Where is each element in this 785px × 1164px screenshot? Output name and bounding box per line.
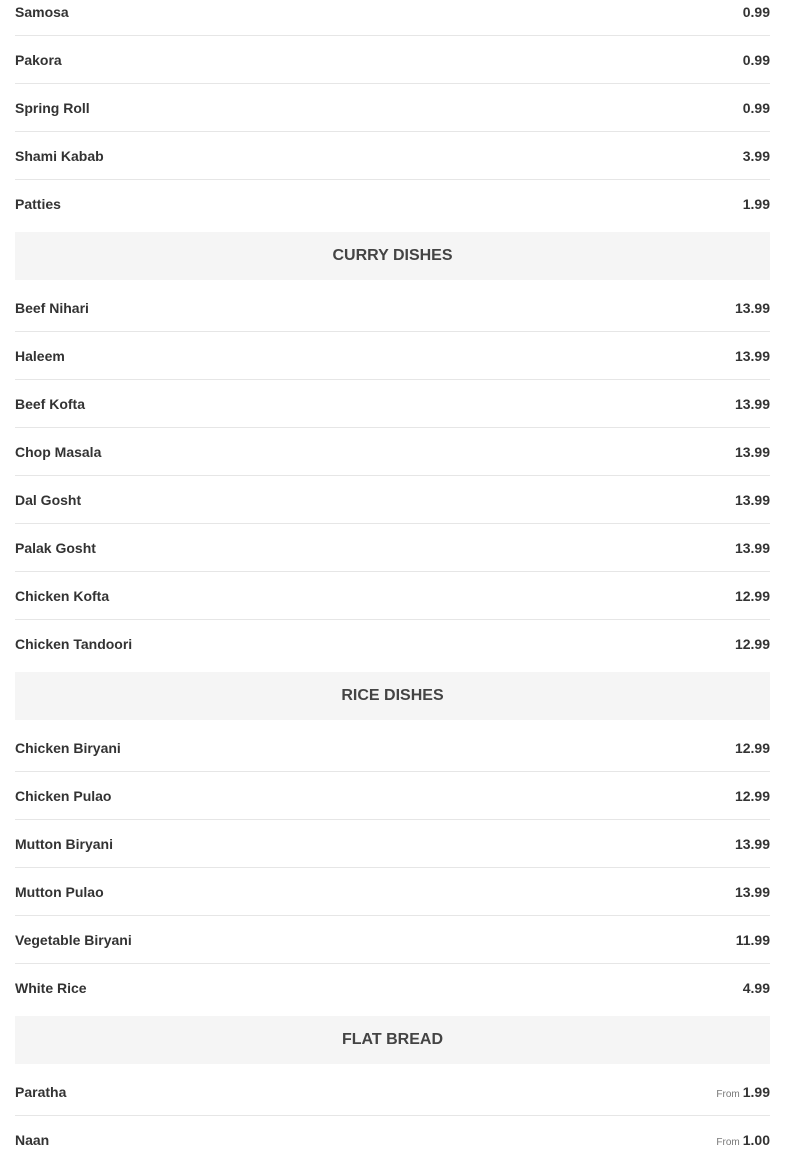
section-rice-dishes: [15, 672, 770, 1012]
section-flat-bread: [15, 1016, 770, 1164]
item-price: 3.99: [742, 147, 770, 164]
item-name: Chicken Kofta: [15, 587, 110, 604]
item-price: 0.99: [742, 3, 770, 20]
item-name: Paratha: [15, 1083, 67, 1100]
price-from-label: From: [716, 1137, 740, 1148]
menu-item[interactable]: [15, 724, 770, 772]
menu-item[interactable]: [15, 964, 770, 1012]
item-price: 0.99: [742, 51, 770, 68]
item-name: Chicken Tandoori: [15, 636, 133, 652]
menu-item[interactable]: [15, 428, 770, 476]
item-name: Mutton Pulao: [15, 883, 104, 900]
item-name: Dal Gosht: [15, 491, 82, 508]
menu-item[interactable]: [15, 916, 770, 964]
item-price: 12.99: [734, 787, 770, 804]
menu-item[interactable]: [15, 84, 770, 132]
item-price: 13.99: [734, 883, 770, 900]
menu-item[interactable]: [15, 620, 770, 668]
item-name: Samosa: [15, 3, 69, 20]
item-price: 13.99: [734, 299, 770, 316]
item-name: Chicken Biryani: [15, 739, 121, 756]
menu-item[interactable]: [15, 1068, 770, 1116]
menu-item[interactable]: [15, 332, 770, 380]
item-price: 1.00: [742, 1132, 770, 1148]
menu-item[interactable]: [15, 820, 770, 868]
price-from-label: From: [716, 1088, 740, 1100]
menu-list: [15, 0, 770, 1164]
item-price: 13.99: [734, 443, 770, 460]
item-name: Spring Roll: [15, 99, 90, 116]
menu-item[interactable]: [15, 868, 770, 916]
item-price: 0.99: [742, 99, 770, 116]
item-price-group: [716, 1084, 770, 1100]
section-heading: CURRY DISHES: [15, 232, 770, 280]
item-price: 13.99: [734, 395, 770, 412]
menu-item[interactable]: [15, 180, 770, 228]
item-price: 12.99: [734, 739, 770, 756]
item-name: Mutton Biryani: [15, 835, 113, 852]
item-price: 13.99: [734, 539, 770, 556]
item-name: Haleem: [15, 347, 65, 364]
item-price: 1.99: [742, 196, 770, 212]
item-price: 13.99: [734, 347, 770, 364]
item-price-group: [716, 1132, 770, 1148]
item-price: 1.99: [742, 1083, 770, 1100]
item-name: Shami Kabab: [15, 147, 104, 164]
item-price: 13.99: [734, 835, 770, 852]
item-name: Pakora: [15, 51, 62, 68]
section-snacks: [15, 0, 770, 228]
menu-item[interactable]: [15, 1116, 770, 1164]
item-price: 13.99: [734, 491, 770, 508]
menu-item[interactable]: [15, 380, 770, 428]
item-name: White Rice: [15, 980, 87, 996]
item-name: Palak Gosht: [15, 539, 96, 556]
item-name: Chop Masala: [15, 443, 102, 460]
section-heading: RICE DISHES: [15, 672, 770, 720]
menu-item[interactable]: [15, 0, 770, 36]
menu-item[interactable]: [15, 572, 770, 620]
menu-item[interactable]: [15, 284, 770, 332]
menu-item[interactable]: [15, 132, 770, 180]
item-name: Naan: [15, 1132, 50, 1148]
item-name: Patties: [15, 196, 61, 212]
item-name: Beef Kofta: [15, 395, 86, 412]
menu-item[interactable]: [15, 524, 770, 572]
menu-item[interactable]: [15, 772, 770, 820]
section-heading: FLAT BREAD: [15, 1016, 770, 1064]
item-price: 4.99: [742, 980, 770, 996]
item-name: Vegetable Biryani: [15, 931, 132, 948]
section-curry-dishes: [15, 232, 770, 668]
item-price: 12.99: [734, 636, 770, 652]
menu-item[interactable]: [15, 476, 770, 524]
item-name: Chicken Pulao: [15, 787, 112, 804]
menu-item[interactable]: [15, 36, 770, 84]
item-price: 11.99: [735, 931, 770, 948]
item-name: Beef Nihari: [15, 299, 89, 316]
item-price: 12.99: [734, 587, 770, 604]
